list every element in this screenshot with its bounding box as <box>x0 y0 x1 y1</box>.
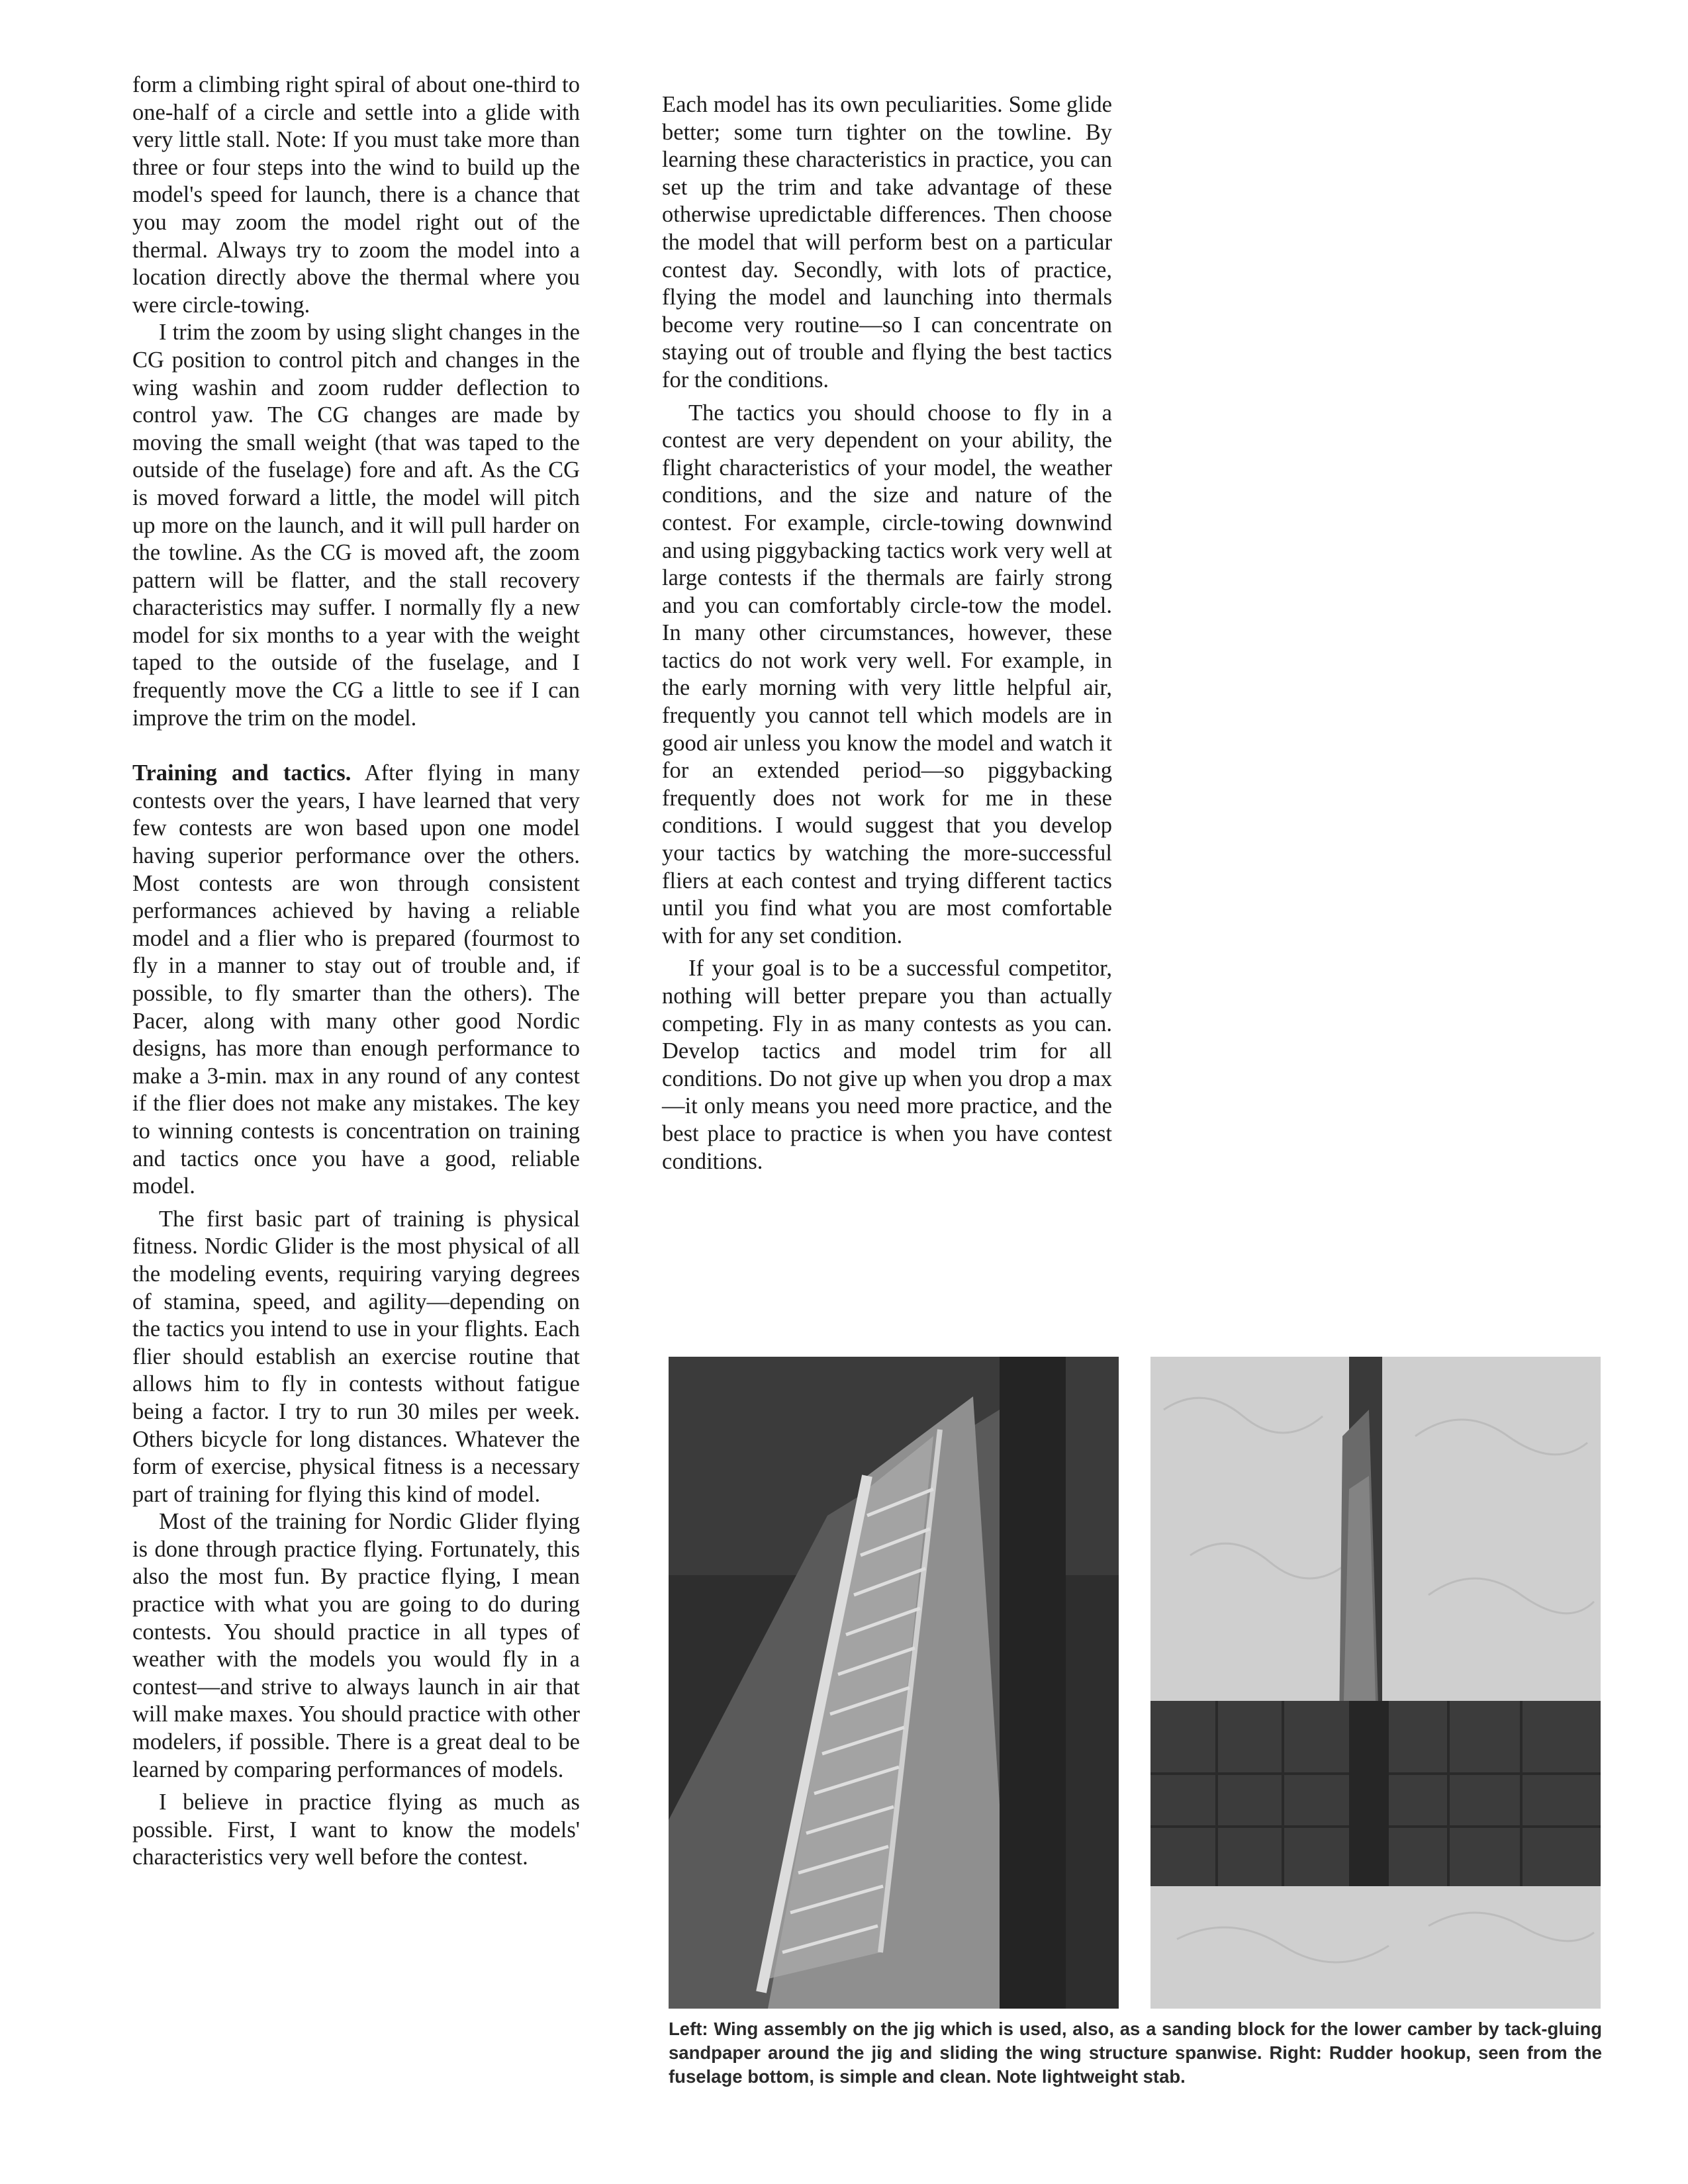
wing-jig-photo <box>669 1357 1119 2009</box>
paragraph: The first basic part of training is physical fitness. Nordic Glider is the most physical of all the modeling events, requiring varying degrees of stamina, speed, and agility—depending on the tactics you intend to use in your flights. Each flier should establish an exercise routine that allows him to fly in contests without fatigue being a factor. I try to run 30 miles per week. Others bicycle for long distances. Whatever the form of exercise, physical fitness is a necessary part of training for flying this kind of model. <box>132 1206 580 1507</box>
rudder-hookup-photo-icon <box>1150 1357 1601 2009</box>
paragraph: If your goal is to be a successful competitor, nothing will better prepare you than actually competing. Fly in as many contests as you can. Develop tactics and model trim for all conditions. Do not give up when you drop a max—it only means you need more practice, and the best place to practice is when you have contest conditions. <box>662 956 1112 1174</box>
photo-caption: Left: Wing assembly on the jig which is used, also, as a sanding block for the lower camber by tack-gluing sandpaper around the jig and sliding the wing structure spanwise. Right: Rudder hookup, seen from the fuselage bottom, is simple and clean. Note lightweight stab. <box>669 2019 1602 2087</box>
wing-on-jig-photo-icon <box>669 1357 1119 2009</box>
paragraph-text: After flying in many contests over the years, I have learned that very few contests are won based upon one model having superior performance over the others. Most contests are won through consistent performances achieved by having a reliable model and a flier who is prepared (fourmost to fly in a manner to stay out of trouble and, if possible, to fly smarter than the others). The Pacer, along with many other good Nordic designs, has more than enough performance to make a 3-min. max in any round of any contest if the flier does not make any mistakes. The key to winning contests is concentration on training and tactics once you have a good, reliable model. <box>132 760 580 1199</box>
rudder-hookup-photo <box>1150 1357 1601 2009</box>
section-heading: Training and tactics. <box>132 760 352 786</box>
left-text-column <box>132 71 580 1872</box>
paragraph: form a climbing right spiral of about one-third to one-half of a circle and settle into a glide with very little stall. Note: If you must take more than three or four steps into the wind to build up the model's speed for launch, there is a chance that you may zoom the model right out of the thermal. Always try to zoom the model into a location directly above the thermal where you were circle-towing. <box>132 72 580 318</box>
right-text-column <box>662 91 1112 1175</box>
section-paragraph <box>132 760 580 1201</box>
paragraph: I believe in practice flying as much as possible. First, I want to know the models' characteristics very well before the contest. <box>132 1790 580 1870</box>
paragraph: I trim the zoom by using slight changes in the CG position to control pitch and changes in the wing washin and zoom rudder deflection to control yaw. The CG changes are made by moving the small weight (that was taped to the outside of the fuselage) fore and aft. As the CG is moved forward a little, the model will pitch up more on the launch, and it will pull harder on the towline. As the CG is moved aft, the zoom pattern will be flatter, and the stall recovery characteristics may suffer. I normally fly a new model for six months to a year with the weight taped to the outside of the fuselage, and I frequently move the CG a little to see if I can improve the trim on the model. <box>132 320 580 731</box>
paragraph: Each model has its own peculiarities. Some glide better; some turn tighter on the towline. By learning these characteristics in practice, you can set up the trim and take advantage of these otherwise upredictable differences. Then choose the model that will perform best on a particular contest day. Secondly, with lots of practice, flying the model and launching into thermals become very routine—so I can concentrate on staying out of trouble and flying the best tactics for the conditions. <box>662 92 1112 392</box>
paragraph: Most of the training for Nordic Glider flying is done through practice flying. Fortunately, this also the most fun. By practice flying, I mean practice with what you are going to do during contests. You should practice in all types of weather with the models you would fly in a contest—and strive to always launch in air that will make maxes. You should practice with other modelers, if possible. There is a great deal to be learned by comparing performances of models. <box>132 1509 580 1782</box>
paragraph: The tactics you should choose to fly in a contest are very dependent on your ability, the flight characteristics of your model, the weather conditions, and the size and nature of the contest. For example, circle-towing downwind and using piggybacking tactics work very well at large contests if the thermals are fairly strong and you can comfortably circle-tow the model. In many other circumstances, however, these tactics do not work very well. For example, in the early morning with very little helpful air, frequently you cannot tell which models are in good air unless you know the model and watch it for an extended period—so piggybacking frequently does not work for me in these conditions. I would suggest that you develop your tactics by watching the more-successful fliers at each contest and trying different tactics until you find what you are most comfortable with for any set condition. <box>662 400 1112 948</box>
